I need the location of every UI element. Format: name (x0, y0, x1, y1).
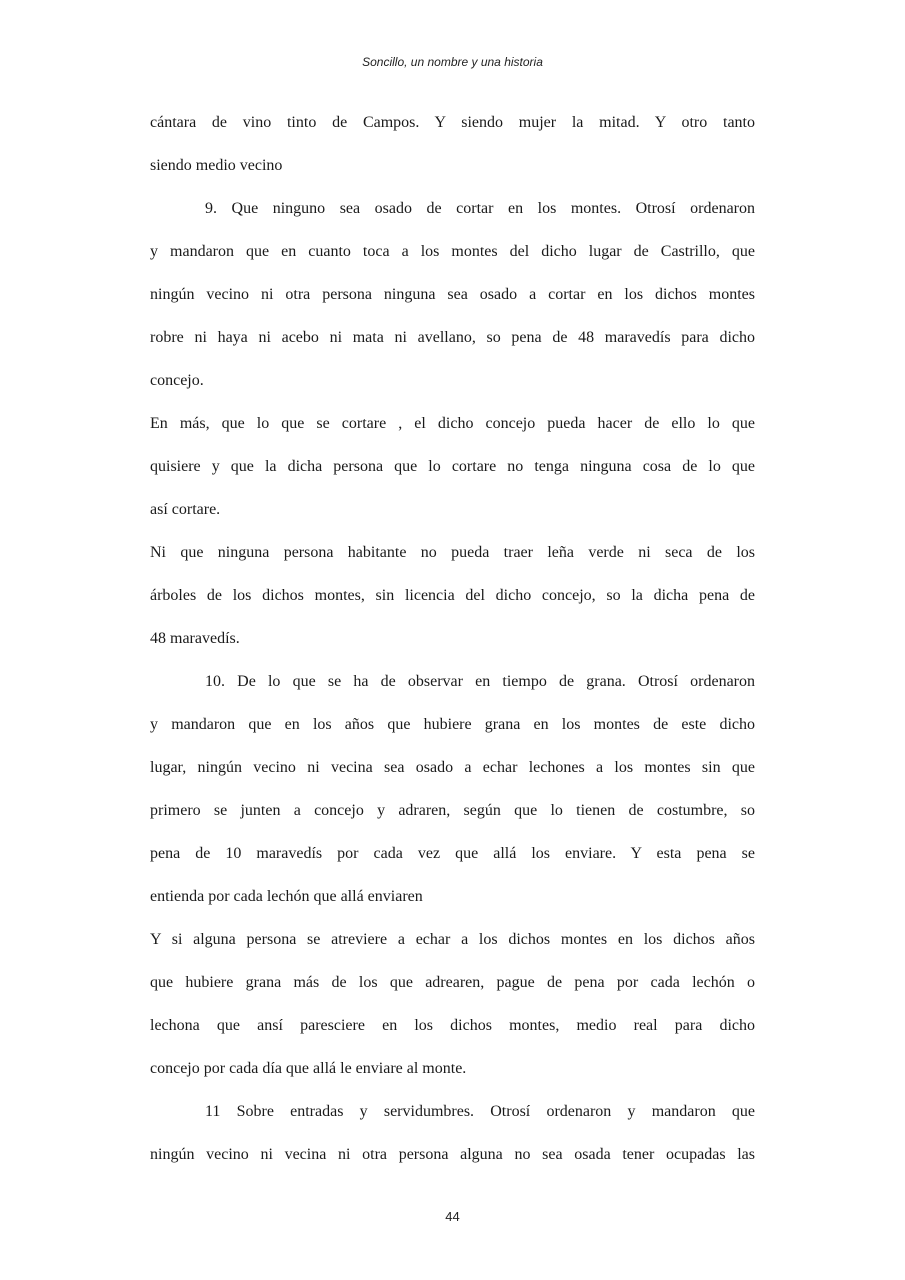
text-line: lugar, ningún vecino ni vecina sea osado a echar lechones a los montes sin que (150, 759, 755, 776)
section-heading-9: 9. Que ninguno sea osado de cortar en los montes. Otrosí ordenaron (205, 200, 755, 217)
text-line: concejo. (150, 372, 204, 389)
text-line: concejo por cada día que allá le enviare al monte. (150, 1060, 467, 1077)
text-line: y mandaron que en los años que hubiere grana en los montes de este dicho (150, 716, 755, 733)
text-line: árboles de los dichos montes, sin licencia del dicho concejo, so la dicha pena de (150, 587, 755, 604)
text-line: que hubiere grana más de los que adrearen, pague de pena por cada lechón o (150, 974, 755, 991)
text-line: pena de 10 maravedís por cada vez que allá los enviare. Y esta pena se (150, 845, 755, 862)
text-line: y mandaron que en cuanto toca a los montes del dicho lugar de Castrillo, que (150, 243, 755, 260)
document-body (150, 101, 755, 1176)
text-line: quisiere y que la dicha persona que lo cortare no tenga ninguna cosa de lo que (150, 458, 755, 475)
text-line: cántara de vino tinto de Campos. Y siendo mujer la mitad. Y otro tanto (150, 114, 755, 131)
text-line: 48 maravedís. (150, 630, 240, 647)
text-line: entienda por cada lechón que allá enviaren (150, 888, 423, 905)
text-line: siendo medio vecino (150, 157, 283, 174)
text-line: primero se junten a concejo y adraren, según que lo tienen de costumbre, so (150, 802, 755, 819)
text-line: lechona que ansí paresciere en los dichos montes, medio real para dicho (150, 1017, 755, 1034)
text-line: así cortare. (150, 501, 221, 518)
text-line: Y si alguna persona se atreviere a echar a los dichos montes en los dichos años (150, 931, 755, 948)
section-heading-10: 10. De lo que se ha de observar en tiempo de grana. Otrosí ordenaron (205, 673, 755, 690)
page-number: 44 (445, 1209, 460, 1224)
text-line: robre ni haya ni acebo ni mata ni avellano, so pena de 48 maravedís para dicho (150, 329, 755, 346)
section-heading-11: 11 Sobre entradas y servidumbres. Otrosí ordenaron y mandaron que (205, 1103, 755, 1120)
text-line: Ni que ninguna persona habitante no pueda traer leña verde ni seca de los (150, 544, 755, 561)
running-header: Soncillo, un nombre y una historia (362, 55, 543, 69)
text-line: En más, que lo que se cortare , el dicho concejo pueda hacer de ello lo que (150, 415, 755, 432)
text-line: ningún vecino ni vecina ni otra persona alguna no sea osada tener ocupadas las (150, 1146, 755, 1163)
text-line: ningún vecino ni otra persona ninguna sea osado a cortar en los dichos montes (150, 286, 755, 303)
